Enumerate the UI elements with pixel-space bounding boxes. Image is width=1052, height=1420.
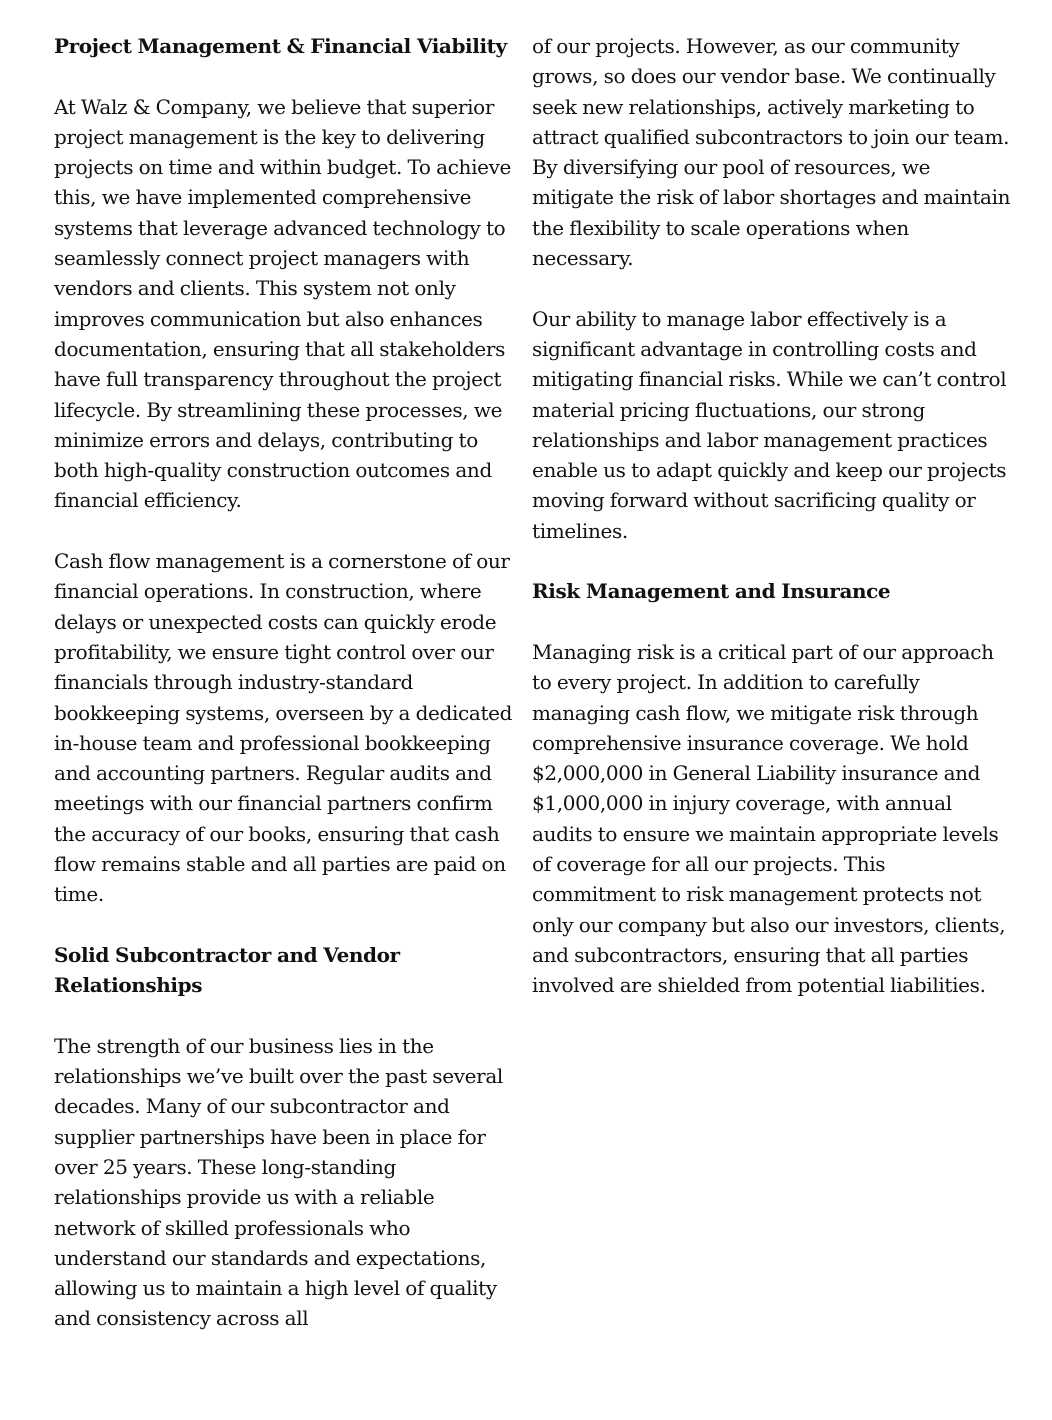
section-heading-risk-management: Risk Management and Insurance <box>532 579 891 604</box>
paragraph-project-management: At Walz & Company, we believe that superior project management is the key to delivering projects on time and within budget. To achieve this, we have implemented comprehensive systems that leverage advanced technology to seamlessly connect project managers with vendors and clients. This system not only improves communication but also enhances documentation, ensuring that all stakeholders have full transparency throughout the project lifecycle. By streamlining these processes, we minimize errors and delays, contributing to both high-quality construction outcomes and financial efficiency. <box>54 94 512 513</box>
section-heading-project-management: Project Management & Financial Viability <box>54 34 507 58</box>
paragraph-relationships-continued: of our projects. However, as our community grows, so does our vendor base. We continually seek new relationships, actively marketing to attract qualified subcontractors to join our team. By diversifying our pool of resources, we mitigate the risk of labor shortages and maintain the flexibility to scale operations when necessary. <box>532 34 1011 271</box>
paragraph-risk-management: Managing risk is a critical part of our approach to every project. In addition to carefully managing cash flow, we mitigate risk through comprehensive insurance coverage. We hold $2,000,000 in General Liability insurance and $1,000,000 in injury coverage, with annual audits to ensure we maintain appropriate levels of coverage for all our projects. This commitment to risk management protects not only our company but also our investors, clients, and subcontractors, ensuring that all parties involved are shielded from potential liabilities. <box>532 639 1006 998</box>
paragraph-relationships: The strength of our business lies in the relationships we’ve built over the past several decades. Many of our subcontractor and supplier partnerships have been in place for over 25 years. These long-standing relationships provide us with a reliable network of skilled professionals who understand our standards and expectations, allowing us to maintain a high level of quality and consistency across all <box>54 1033 503 1331</box>
paragraph-cash-flow: Cash flow management is a cornerstone of our financial operations. In construction, where delays or unexpected costs can quickly erode profitability, we ensure tight control over our financials through industry-standard bookkeeping systems, overseen by a dedicated in-house team and professional bookkeeping and accounting partners. Regular audits and meetings with our financial partners confirm the accuracy of our books, ensuring that cash flow remains stable and all parties are paid on time. <box>54 549 513 907</box>
document-page <box>54 31 1014 1364</box>
section-heading-subcontractor-relationships: Solid Subcontractor and Vendor Relationships <box>54 942 400 998</box>
right-column <box>532 31 1014 1364</box>
paragraph-labor-management: Our ability to manage labor effectively is a significant advantage in controlling costs and mitigating financial risks. While we can’t control material pricing fluctuations, our strong relationships and labor management practices enable us to adapt quickly and keep our projects moving forward without sacrificing quality or timelines. <box>532 306 1007 543</box>
left-column <box>54 31 518 1364</box>
